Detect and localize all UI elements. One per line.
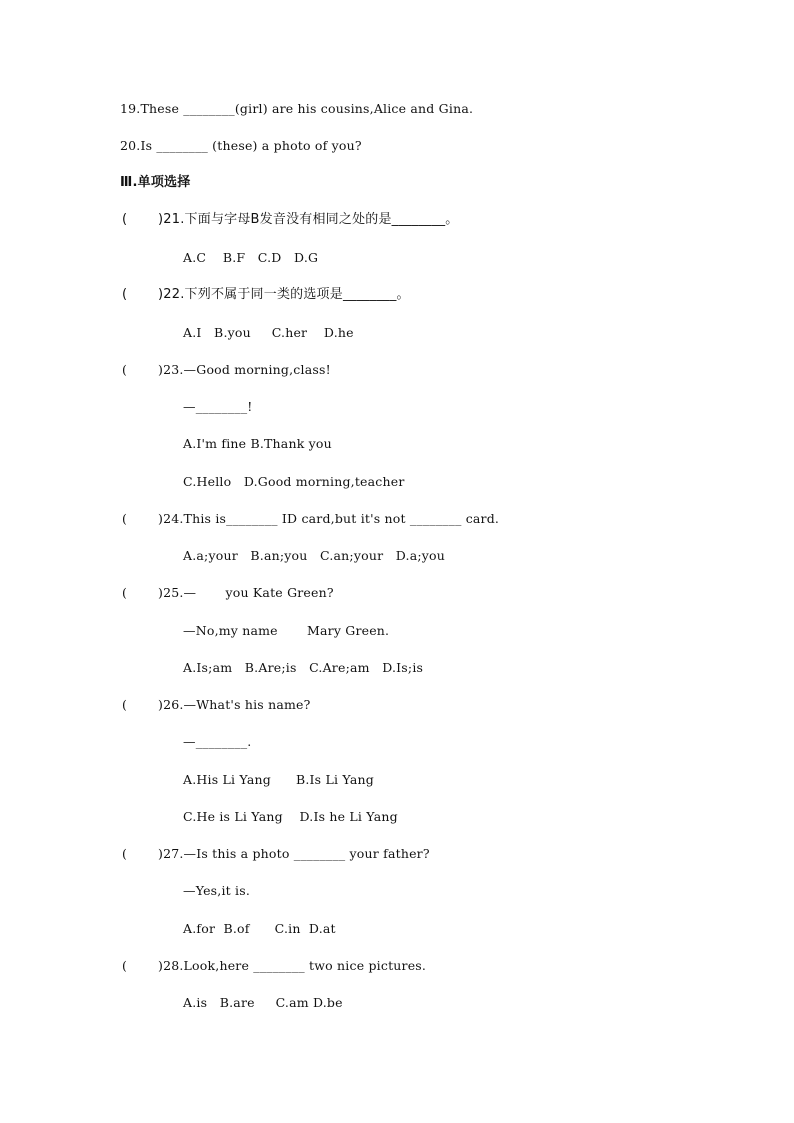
q25-text: )25.— you Kate Green? [158, 585, 334, 600]
q24-line [122, 511, 499, 527]
q24-text: )24.This is________ ID card,but it's not ________ card. [158, 511, 500, 526]
q24-options: A.a;your B.an;you C.an;your D.a;you [183, 548, 446, 563]
q23-options-ab: A.I'm fine B.Thank you [183, 436, 332, 451]
q26-line [122, 697, 311, 713]
answer-paren: ( [122, 697, 128, 712]
q25-reply: —No,my name Mary Green. [183, 623, 390, 638]
q26-blank: —________. [183, 734, 252, 749]
q27-line [122, 846, 430, 862]
q22-text: )22.下列不属于同一类的选项是________。 [158, 287, 410, 302]
answer-paren: ( [122, 362, 128, 377]
q23-options-cd: C.Hello D.Good morning,teacher [183, 474, 405, 489]
q28-text: )28.Look,here ________ two nice pictures. [158, 958, 427, 973]
answer-paren: ( [122, 511, 128, 526]
answer-paren: ( [122, 958, 128, 973]
answer-paren: ( [122, 846, 128, 861]
q19-line: 19.These ________(girl) are his cousins,Alice and Gina. [120, 101, 474, 116]
q22-line [122, 287, 410, 303]
q28-line [122, 958, 426, 974]
q27-text: )27.—Is this a photo ________ your father? [158, 846, 430, 861]
q27-options: A.for B.of C.in D.at [183, 921, 336, 936]
q21-options: A.C B.F C.D D.G [183, 250, 319, 265]
q26-text: )26.—What's his name? [158, 697, 311, 712]
q23-blank: —________! [183, 399, 253, 414]
q21-line [122, 212, 458, 228]
q20-line: 20.Is ________ (these) a photo of you? [120, 138, 362, 153]
q25-line [122, 585, 334, 601]
q23-line [122, 362, 331, 378]
q27-reply: —Yes,it is. [183, 883, 251, 898]
q25-options: A.Is;am B.Are;is C.Are;am D.Is;is [183, 660, 424, 675]
q28-options: A.is B.are C.am D.be [183, 995, 343, 1010]
q23-text: )23.—Good morning,class! [158, 362, 331, 377]
section-heading: Ⅲ.单项选择 [120, 175, 191, 190]
answer-paren: ( [122, 212, 128, 227]
q26-options-ab: A.His Li Yang B.Is Li Yang [183, 772, 374, 787]
q22-options: A.I B.you C.her D.he [183, 325, 354, 340]
answer-paren: ( [122, 585, 128, 600]
q26-options-cd: C.He is Li Yang D.Is he Li Yang [183, 809, 398, 824]
q21-text: )21.下面与字母B发音没有相同之处的是________。 [158, 212, 459, 227]
answer-paren: ( [122, 287, 128, 302]
